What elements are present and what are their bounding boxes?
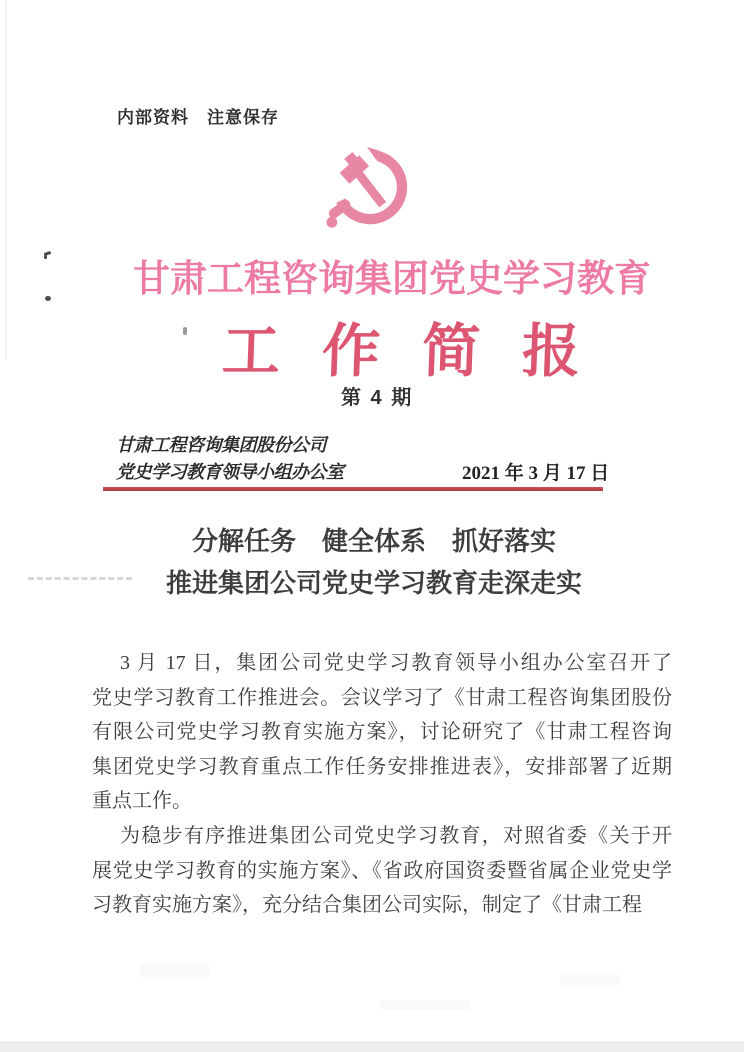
body-text-line: 为稳步有序推进集团公司党史学习教育，对照省委《关于开	[120, 824, 672, 847]
issuer-line-1: 甘肃工程咨询集团股份公司	[116, 435, 326, 455]
article-body	[92, 646, 672, 923]
issuer-line-2: 党史学习教育领导小组办公室	[116, 462, 344, 482]
hammer-sickle-icon	[323, 146, 415, 234]
scan-edge-line	[5, 0, 7, 360]
headline-line-1: 分解任务 健全体系 抓好落实	[191, 526, 556, 556]
body-text-line: 党史学习教育工作推进会。会议学习了《甘肃工程咨询集团股份	[92, 686, 672, 709]
bulletin-title: 工作简报	[220, 319, 624, 384]
org-title: 甘肃工程咨询集团党史学习教育	[133, 258, 651, 299]
headline-line-2: 推进集团公司党史学习教育走深走实	[165, 568, 582, 598]
body-text-line: 集团党史学习教育重点工作任务安排推进表》，安排部署了近期	[92, 755, 672, 778]
scan-speck	[45, 296, 51, 301]
masthead-divider-line	[103, 487, 603, 491]
bleedthrough-ghost	[560, 975, 620, 985]
issue-date: 2021 年 3 月 17 日	[462, 463, 610, 484]
classification-label: 内部资料 注意保存	[117, 108, 279, 127]
scan-bottom-edge	[0, 1042, 744, 1052]
body-text-line: 重点工作。	[92, 790, 192, 813]
body-text-line: 展党史学习教育的实施方案》、《省政府国资委暨省属企业党史学	[92, 859, 672, 882]
issue-number: 第 4 期	[341, 387, 414, 409]
bleedthrough-ghost	[140, 965, 210, 977]
body-text-line: 3 月 17 日，集团公司党史学习教育领导小组办公室召开了	[120, 652, 672, 674]
scan-speck	[183, 327, 187, 335]
bleedthrough-ghost	[380, 1000, 470, 1010]
body-text-line: 习教育实施方案》，充分结合集团公司实际，制定了《甘肃工程	[92, 894, 642, 917]
scan-speck	[44, 255, 47, 259]
party-emblem	[323, 146, 415, 234]
body-text-line: 有限公司党史学习教育实施方案》，讨论研究了《甘肃工程咨询	[92, 721, 672, 744]
